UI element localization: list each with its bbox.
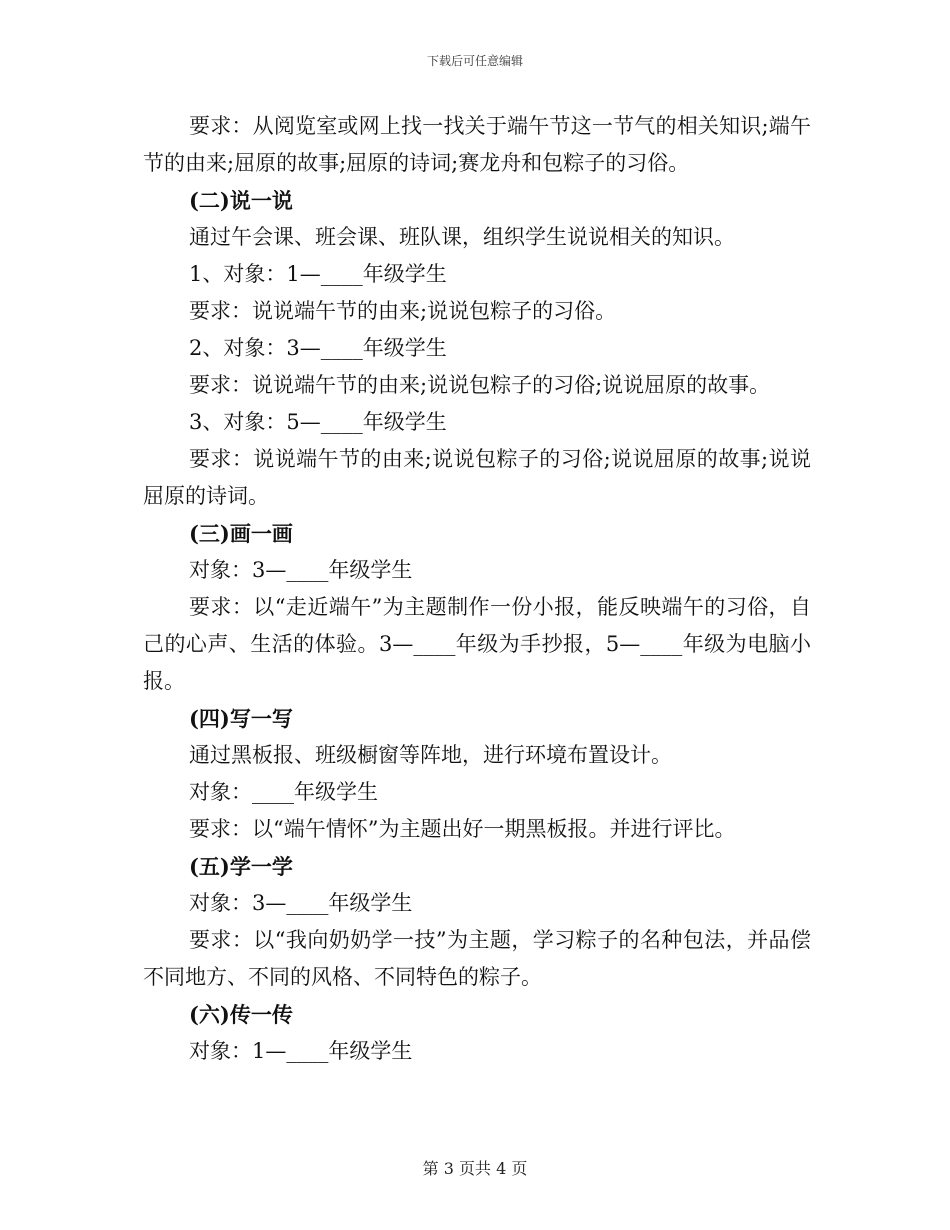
paragraph: 对象：3—____年级学生 [189,891,413,915]
paragraph: 1、对象：1—____年级学生 [189,262,447,286]
section-heading: (二)说一说 [189,188,293,213]
page-header: 下载后可任意编辑 [426,54,523,68]
paragraph: 要求：以“走近端午”为主题制作一份小报，能反映端午的习俗，自己的心声、生活的体验。3—____年级为手抄报，5—____年级为电脑小报。 [143,595,811,693]
paragraph: 对象：____年级学生 [189,780,378,804]
paragraph: 要求：以“端午情怀”为主题出好一期黑板报。并进行评比。 [189,817,736,841]
paragraph: 通过黑板报、班级橱窗等阵地，进行环境布置设计。 [189,743,672,767]
section-heading: (五)学一学 [189,854,293,879]
page-footer: 第 3 页共 4 页 [422,1159,528,1178]
paragraph: 要求：以“我向奶奶学一技”为主题，学习粽子的名种包法，并品偿不同地方、不同的风格、不同特色的粽子。 [143,928,811,989]
paragraph: 要求：从阅览室或网上找一找关于端午节这一节气的相关知识;端午节的由来;屈原的故事;屈原的诗词;赛龙舟和包粽子的习俗。 [143,114,811,175]
paragraph: 要求：说说端午节的由来;说说包粽子的习俗;说说屈原的故事。 [189,373,771,397]
paragraph: 要求：说说端午节的由来;说说包粽子的习俗;说说屈原的故事;说说屈原的诗词。 [143,447,811,508]
section-heading: (四)写一写 [189,706,293,731]
paragraph: 要求：说说端午节的由来;说说包粽子的习俗。 [189,299,617,323]
paragraph: 对象：1—____年级学生 [189,1039,413,1063]
section-heading: (六)传一传 [189,1002,293,1027]
paragraph: 通过午会课、班会课、班队课，组织学生说说相关的知识。 [189,225,735,249]
paragraph: 2、对象：3—____年级学生 [189,336,447,360]
section-heading: (三)画一画 [189,521,293,546]
document-body [143,108,811,1070]
paragraph: 对象：3—____年级学生 [189,558,413,582]
paragraph: 3、对象：5—____年级学生 [189,410,447,434]
